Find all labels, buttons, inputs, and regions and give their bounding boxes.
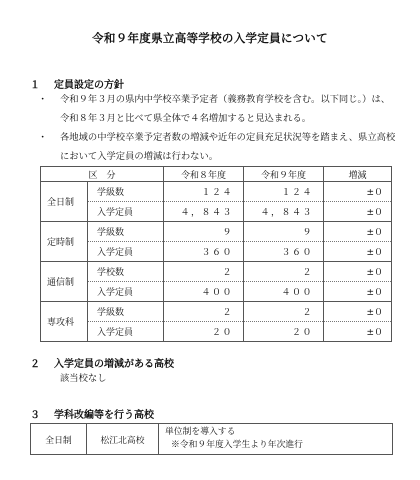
header-category: 区 分 [41,167,164,182]
category-cell: 定時制 [41,222,88,262]
section-1-number: １ [30,80,40,91]
section-1-title: 定員設定の方針 [54,80,124,91]
r8-cell: ２０ [164,322,244,342]
table-row [41,282,392,302]
category-cell: 専攻科 [41,302,88,342]
item-cell: 入学定員 [88,282,164,302]
school-cell: 松江北高校 [87,424,159,455]
diff-cell: ±０ [324,322,392,342]
item-cell: 入学定員 [88,242,164,262]
header-r8: 令和８年度 [164,167,244,182]
section-3-heading [30,406,154,421]
bullet-2-line-2: において入学定員の増減は行わない。 [60,151,219,162]
course-cell: 全日制 [31,424,87,455]
bullet-1-line-2: 令和８年３月と比べて県全体で４名増加すると見込まれる。 [60,113,312,124]
page-title: 令和９年度県立高等学校の入学定員について [92,31,328,45]
item-cell: 学級数 [88,222,164,242]
table-row [41,202,392,222]
r9-cell: ４００ [244,282,324,302]
item-cell: 学級数 [88,182,164,202]
diff-cell: ±０ [324,202,392,222]
section-3-number: ３ [30,410,40,421]
note-line-1: 単位制を導入する [165,427,236,437]
r8-cell: ４００ [164,282,244,302]
r9-cell: ２０ [244,322,324,342]
reorganization-table [30,423,393,455]
section-2-number: ２ [30,359,40,370]
r8-cell: ２ [164,262,244,282]
bullet-1-line-1: 令和９年３月の県内中学校卒業予定者（義務教育学校を含む。以下同じ。）は、 [60,94,391,105]
section-2-title: 入学定員の増減がある高校 [54,359,174,370]
r8-cell: ３６０ [164,242,244,262]
item-cell: 入学定員 [88,202,164,222]
r9-cell: １２４ [244,182,324,202]
bullet-mark: ・ [38,94,48,105]
table-header-row [41,167,392,182]
r8-cell: ２ [164,302,244,322]
table-row [41,222,392,242]
r8-cell: ９ [164,222,244,242]
r9-cell: ９ [244,222,324,242]
table-row [41,262,392,282]
table-row [41,322,392,342]
item-cell: 学校数 [88,262,164,282]
r8-cell: ４，８４３ [164,202,244,222]
r9-cell: ３６０ [244,242,324,262]
note-cell [159,424,393,455]
item-cell: 学級数 [88,302,164,322]
diff-cell: ±０ [324,242,392,262]
category-cell: 通信制 [41,262,88,302]
bullet-2-line-1: 各地域の中学校卒業予定者数の増減や近年の定員充足状況等を踏まえ、県立高校 [60,132,396,143]
item-cell: 入学定員 [88,322,164,342]
category-cell: 全日制 [41,182,88,222]
diff-cell: ±０ [324,302,392,322]
diff-cell: ±０ [324,262,392,282]
r9-cell: ２ [244,302,324,322]
enrollment-quota-table [40,166,392,342]
r9-cell: ４，８４３ [244,202,324,222]
table-row [41,302,392,322]
section-3-title: 学科改編等を行う高校 [54,410,154,421]
diff-cell: ±０ [324,282,392,302]
bullet-mark: ・ [38,132,48,143]
table-row [31,424,393,455]
r8-cell: １２４ [164,182,244,202]
header-r9: 令和９年度 [244,167,324,182]
section-2-body: 該当校なし [60,373,107,384]
header-diff: 増減 [324,167,392,182]
diff-cell: ±０ [324,182,392,202]
section-2-heading [30,355,174,370]
note-line-2: ※令和９年度入学生より年次進行 [171,440,303,450]
diff-cell: ±０ [324,222,392,242]
table-row [41,242,392,262]
r9-cell: ２ [244,262,324,282]
table-row [41,182,392,202]
section-1-heading [30,76,124,91]
